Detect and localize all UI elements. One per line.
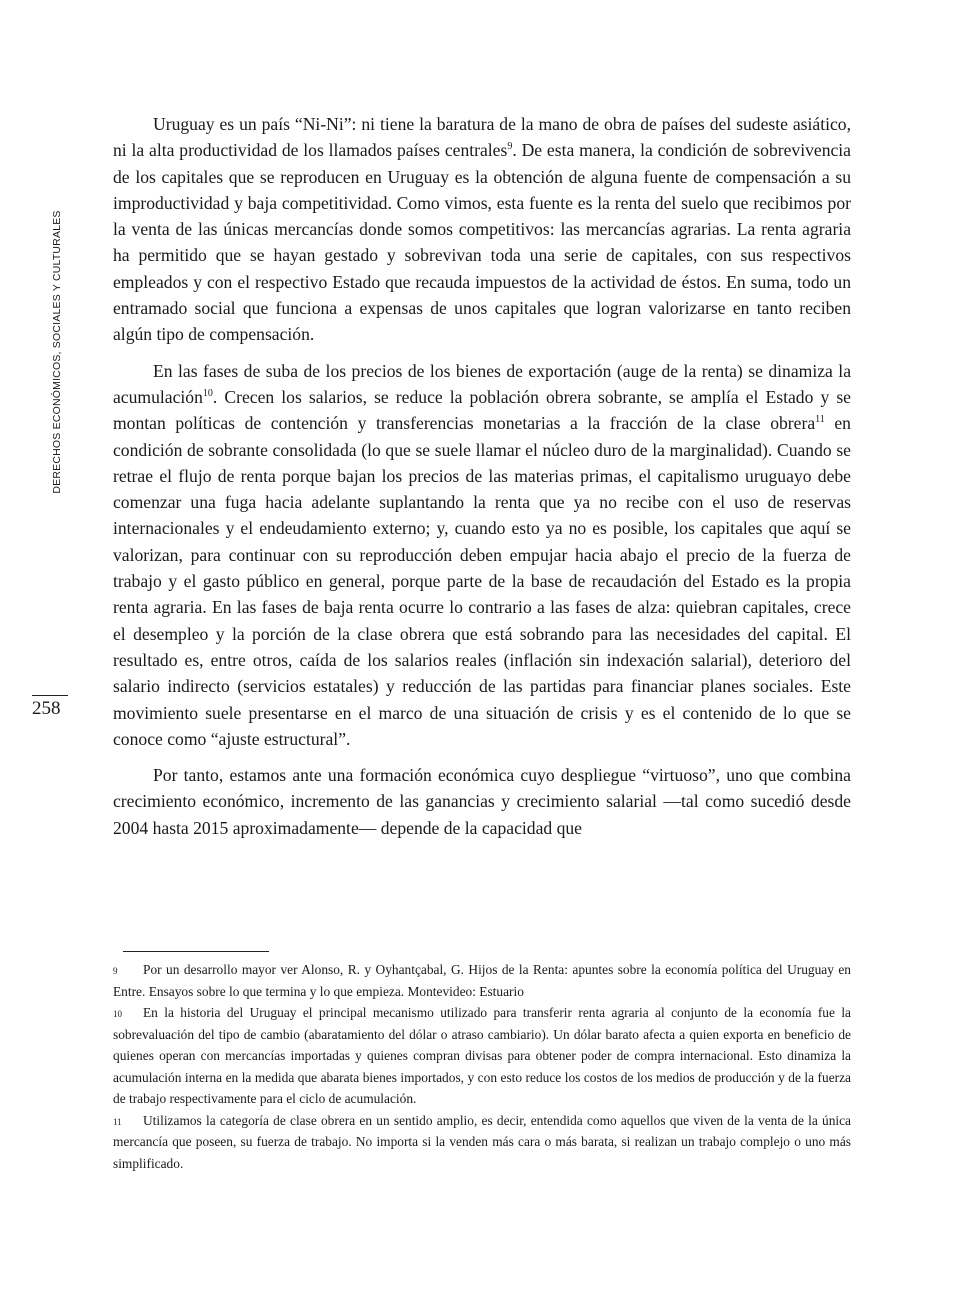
footnote-text: Por un desarrollo mayor ver Alonso, R. y Oyhantçabal, G. Hijos de la Renta: apuntes sobre la economía política del Uruguay en Entre. Ensayos sobre lo que termina y lo que empieza. Montevideo: Estuario: [113, 962, 851, 999]
footnote-mark: 10: [113, 1009, 122, 1019]
footnote-ref-10[interactable]: 10: [202, 388, 213, 400]
footnote-separator: [123, 951, 269, 952]
paragraph-3: Por tanto, estamos ante una formación económica cuyo despliegue “virtuoso”, uno que combina crecimiento económico, incremento de las ganancias y crecimiento salarial —tal como sucedió desde 2004 hasta 2015 aproximadamente— depende de la capacidad que: [113, 765, 851, 838]
footnote-10: [113, 1002, 851, 1110]
footnote-11: [113, 1110, 851, 1175]
footnote-text: Utilizamos la categoría de clase obrera en un sentido amplio, es decir, entendida como aquellos que viven de la venta de la única mercancía que poseen, su fuerza de trabajo. No importa si la venden más cara o más barata, si realizan un trabajo complejo o uno más simplificado.: [113, 1112, 851, 1171]
footnote-text: En la historia del Uruguay el principal mecanismo utilizado para transferir renta agraria al conjunto de la economía fue la sobrevaluación del tipo de cambio (abaratamiento del dólar o atraso cambiario). Un dólar barato afecta a quien exporta en beneficio de quienes operan con mercancías importadas y quienes compran divisas para obtener poder de compra internacional. Esto dinamiza la acumulación interna en la medida que abarata bienes importados, y con esto reduce los costos de los medios de producción y de la fuerza de trabajo respectivamente para el ciclo de acumulación.: [113, 1005, 851, 1106]
footnote-mark: 11: [113, 1116, 122, 1127]
page-number: 258: [32, 698, 61, 719]
footnote-ref-11[interactable]: 11: [815, 414, 825, 426]
footnote-mark: 9: [113, 966, 118, 976]
footnotes: [113, 959, 851, 1174]
footnote-9: [113, 959, 851, 1002]
body-text: [113, 111, 851, 851]
paragraph-2: En las fases de suba de los precios de los bienes de exportación (auge de la renta) se dinamiza la acumulación$^{10}$. Crecen los salarios, se reduce la población obrera sobrante, se amplía el Estado y se montan políticas de contención y transferencias monetarias a la fracción de la clase obrera$^{11}$ en condición de sobrante consolidada (lo que se suele llamar el núcleo duro de la marginalidad). Cuando se retrae el flujo de renta porque bajan los precios de las materias primas, el capitalismo uruguayo debe comenzar una fuga hacia adelante suplantando la renta que ya no recibe con el uso de reservas internacionales y el endeudamiento externo; y, cuando esto ya no es posible, los capitales que aquí se valorizan, para continuar con su reproducción deben empujar hacia abajo el precio de la fuerza de trabajo y el gasto público en general, porque parte de la base de recaudación del Estado es la propia renta agraria. En las fases de baja renta ocurre lo contrario a las fases de alza: quiebran capitales, crece el desempleo y la porción de la clase obrera que está sobrando para las necesidades del capital. El resultado es, entre otros, caída de los salarios reales (inflación sin indexación salarial), deterioro del salario indirecto (servicios estatales) y reducción de las partidas para financiar planes sociales. Este movimiento suele presentarse en el marco de una situación de crisis y es el contenido de lo que se conoce como “ajuste estructural”.: [113, 360, 851, 749]
running-head-text: DERECHOS ECONÓMICOS, SOCIALES Y CULTURALES: [51, 210, 63, 494]
page-number-rule: [32, 695, 68, 696]
footnote-ref-9[interactable]: 9: [507, 141, 513, 153]
paragraph-1: Uruguay es un país “Ni-Ni”: ni tiene la baratura de la mano de obra de países del sudeste asiático, ni la alta productividad de los llamados países centrales$^9$. De esta manera, la condición de sobrevivencia de los capitales que se reproducen en Uruguay es la obtención de alguna fuente de compensación a su improductividad y baja competitividad. Como vimos, esta fuente es la renta del suelo que recibimos por la venta de las únicas mercancías donde somos competitivos: las mercancías agrarias. La renta agraria ha permitido que se hayan gestado y sobrevivan toda una serie de capitales, con sus respectivos empleados y con el respectivo Estado que recauda impuestos de la actividad de éstos. En suma, todo un entramado social que funciona a expensas de unos capitales que logran valorizarse en tanto reciben algún tipo de compensación.: [113, 114, 851, 345]
